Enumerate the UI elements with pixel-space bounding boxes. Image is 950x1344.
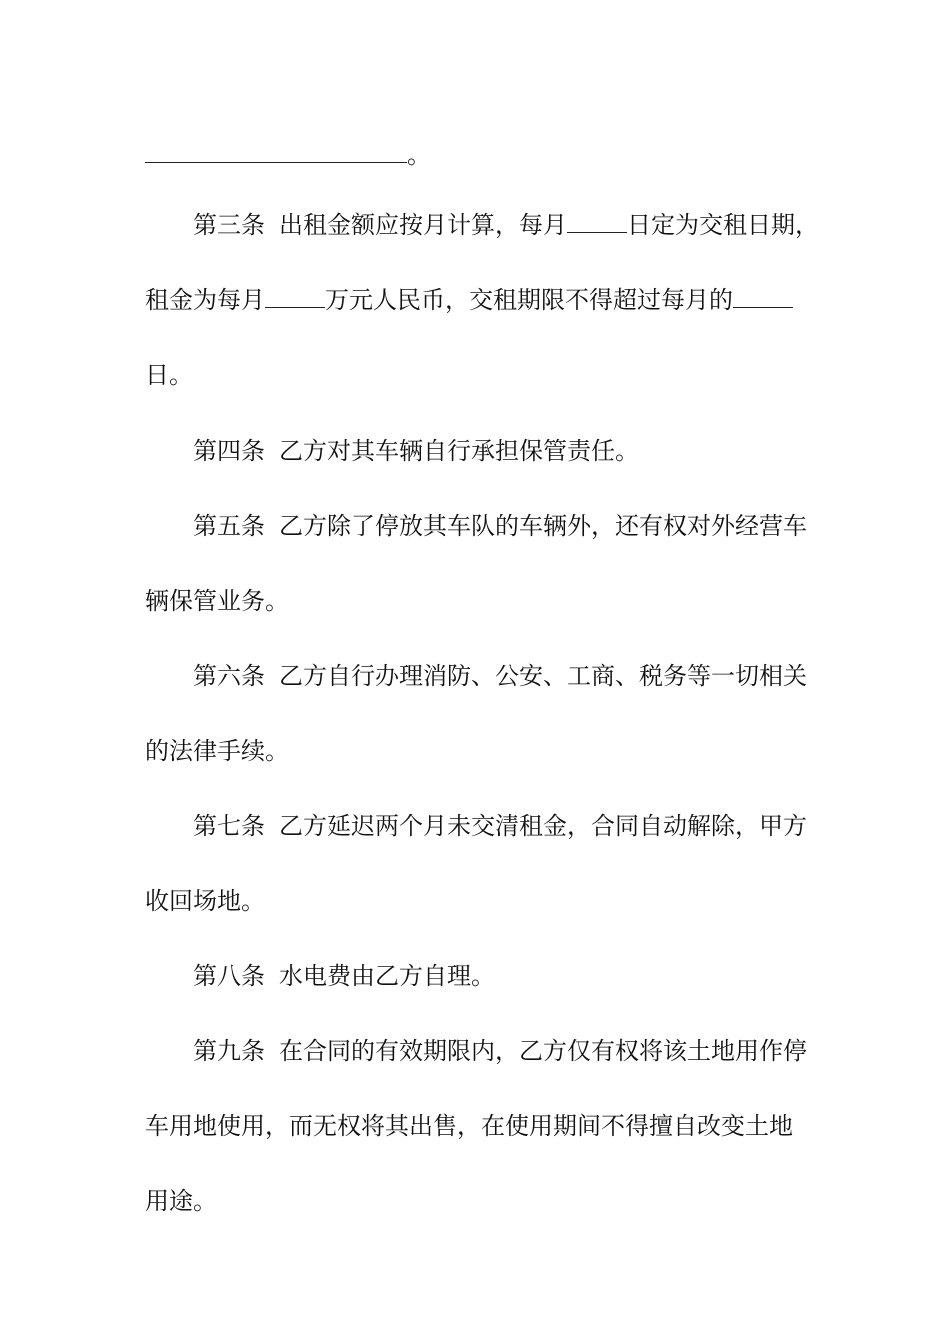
article-4-text: 乙方对其车辆自行承担保管责任。 [279,437,639,465]
article-3-line-2 [145,285,793,315]
article-9-label: 第九条 [193,1037,265,1065]
blank-field [265,285,325,308]
article-9-line-3 [145,1186,217,1216]
article-6-text-b: 的法律手续。 [145,737,289,765]
article-7-line-1 [193,811,807,841]
article-5-label: 第五条 [193,512,265,540]
blank-field [567,210,627,233]
article-6-text-a: 乙方自行办理消防、公安、工商、税务等一切相关 [279,662,807,690]
article-4-label: 第四条 [193,437,265,465]
line-end-mark: 。 [407,141,431,169]
article-9-text-c: 用途。 [145,1187,217,1215]
continuation-line [145,140,431,170]
article-3-line-1 [193,210,819,240]
blank-field [733,285,793,308]
article-8-line-1 [193,961,495,991]
article-3-label: 第三条 [193,211,265,239]
article-6-line-1 [193,661,807,691]
article-6-line-2 [145,736,289,766]
blank-field [145,140,407,163]
article-3-text-b: 日定为交租日期， [627,211,819,239]
article-7-line-2 [145,886,265,916]
article-3-text-c: 租金为每月 [145,286,265,314]
article-9-line-2 [145,1111,793,1141]
article-8-text: 水电费由乙方自理。 [279,962,495,990]
article-8-label: 第八条 [193,962,265,990]
article-5-line-2 [145,586,289,616]
article-5-text-a: 乙方除了停放其车队的车辆外，还有权对外经营车 [279,512,807,540]
article-9-text-a: 在合同的有效期限内，乙方仅有权将该土地用作停 [279,1037,807,1065]
article-9-text-b: 车用地使用，而无权将其出售，在使用期间不得擅自改变土地 [145,1112,793,1140]
article-3-text-d: 万元人民币，交租期限不得超过每月的 [325,286,733,314]
article-5-line-1 [193,511,807,541]
article-4-line-1 [193,436,639,466]
article-5-text-b: 辆保管业务。 [145,587,289,615]
article-7-text-a: 乙方延迟两个月未交清租金，合同自动解除，甲方 [279,812,807,840]
article-7-text-b: 收回场地。 [145,887,265,915]
article-7-label: 第七条 [193,812,265,840]
article-3-text-a: 出租金额应按月计算，每月 [279,211,567,239]
article-6-label: 第六条 [193,662,265,690]
article-9-line-1 [193,1036,807,1066]
article-3-line-3 [145,360,193,390]
article-3-text-e: 日。 [145,361,193,389]
